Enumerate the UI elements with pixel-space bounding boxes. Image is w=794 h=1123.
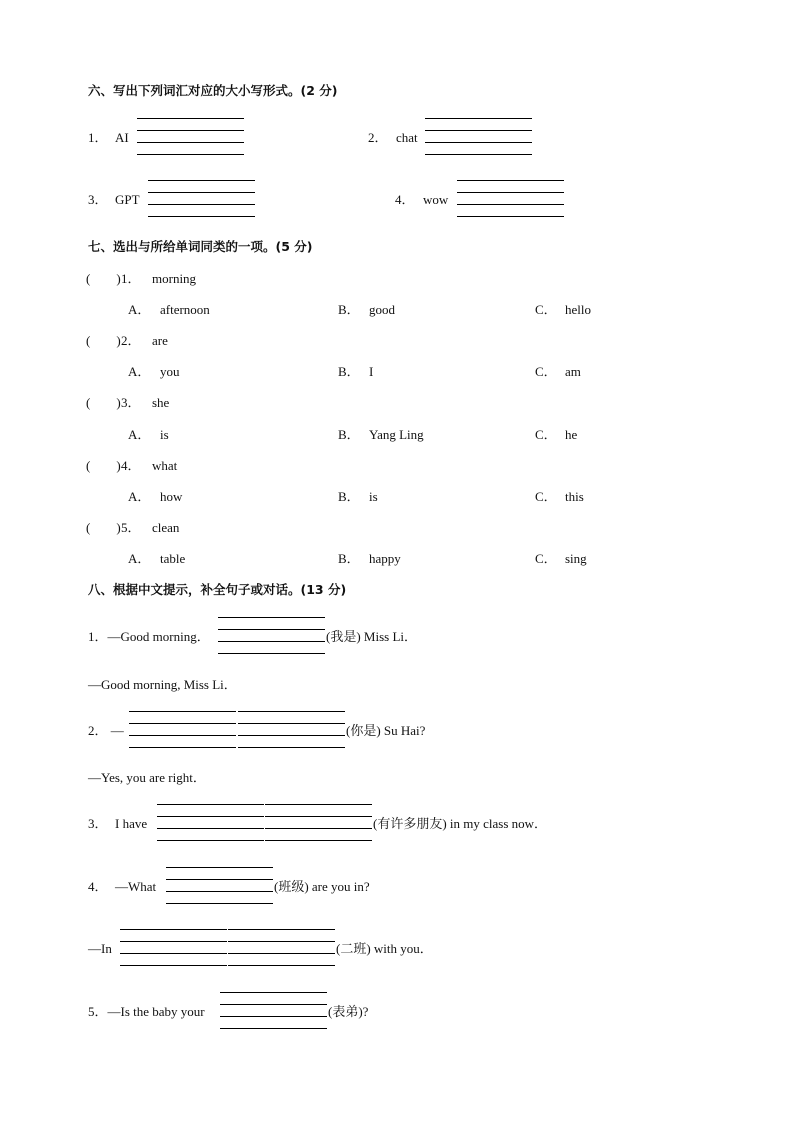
q8-4-reply-line-a3[interactable] [120, 953, 227, 954]
q8-3-line-a3[interactable] [157, 828, 264, 829]
q8-4-hint: (班级) are you in? [274, 879, 370, 894]
q8-2-line-a2[interactable] [129, 723, 236, 724]
q8-1-prompt: 1．—Good morning． [88, 629, 210, 644]
q8-4-reply-line-b3[interactable] [228, 953, 335, 954]
q7-1-answer-blank[interactable]: ( ) [86, 271, 121, 286]
q7-5-option-c: sing [565, 551, 587, 566]
q7-5-label-b: B． [338, 551, 360, 566]
q8-4-line-4[interactable] [166, 903, 273, 904]
q6-3-line-2[interactable] [148, 192, 255, 193]
q8-3-line-a1[interactable] [157, 804, 264, 805]
q7-3-number: 3． [121, 395, 141, 410]
q6-2-line-4[interactable] [425, 154, 532, 155]
q8-4-reply-prompt: —In [88, 941, 112, 956]
q7-1-label-a: A． [128, 302, 151, 317]
q7-3-label-a: A． [128, 427, 151, 442]
q6-2-line-2[interactable] [425, 130, 532, 131]
q6-4-number: 4． [395, 192, 415, 207]
q6-3-word: GPT [115, 192, 140, 207]
q7-2-word: are [152, 333, 168, 348]
q7-1-label-b: B． [338, 302, 360, 317]
q7-5-label-a: A． [128, 551, 151, 566]
q7-4-number: 4． [121, 458, 141, 473]
q7-4-option-c: this [565, 489, 584, 504]
q7-3-label-c: C． [535, 427, 557, 442]
q8-3-prompt: I have [115, 816, 148, 831]
q7-4-answer-blank[interactable]: ( ) [86, 458, 121, 473]
q7-2-option-c: am [565, 364, 581, 379]
q8-2-prompt: 2． — [88, 723, 124, 738]
q7-3-option-b: Yang Ling [369, 427, 424, 442]
q7-5-option-a: table [160, 551, 186, 566]
q6-4-line-1[interactable] [457, 180, 564, 181]
q7-1-word: morning [152, 271, 197, 286]
q6-1-line-1[interactable] [137, 118, 244, 119]
q8-4-prompt: —What [115, 879, 157, 894]
q8-5-line-4[interactable] [220, 1028, 327, 1029]
q8-4-reply-line-a4[interactable] [120, 965, 227, 966]
q8-5-prompt: 5．—Is the baby your [88, 1004, 205, 1019]
q8-3-line-b3[interactable] [265, 828, 372, 829]
q6-1-line-4[interactable] [137, 154, 244, 155]
q8-3-line-b1[interactable] [265, 804, 372, 805]
q8-4-reply-line-b1[interactable] [228, 929, 335, 930]
q8-4-number: 4． [88, 879, 108, 894]
q6-1-number: 1． [88, 130, 108, 145]
section-6-title: 六、写出下列词汇对应的大小写形式。(2 分) [88, 83, 338, 98]
q6-1-word: AI [115, 130, 129, 145]
q7-1-option-c: hello [565, 302, 591, 317]
q7-5-label-c: C． [535, 551, 557, 566]
q7-3-word: she [152, 395, 170, 410]
q7-4-label-c: C． [535, 489, 557, 504]
q8-2-hint: (你是) Su Hai? [346, 723, 426, 738]
q8-1-hint: (我是) Miss Li． [326, 629, 418, 644]
q8-1-line-1[interactable] [218, 617, 325, 618]
q6-3-line-1[interactable] [148, 180, 255, 181]
q8-1-reply: —Good morning, Miss Li． [88, 677, 237, 692]
q8-4-reply-hint: (二班) with you． [336, 941, 433, 956]
q7-4-label-a: A． [128, 489, 151, 504]
q6-1-line-3[interactable] [137, 142, 244, 143]
q8-5-line-1[interactable] [220, 992, 327, 993]
q6-1-line-2[interactable] [137, 130, 244, 131]
q7-1-option-b: good [369, 302, 395, 317]
q7-1-option-a: afternoon [160, 302, 210, 317]
q8-1-line-3[interactable] [218, 641, 325, 642]
q7-3-answer-blank[interactable]: ( ) [86, 395, 121, 410]
q8-4-reply-line-a2[interactable] [120, 941, 227, 942]
q6-2-word: chat [396, 130, 418, 145]
q8-3-hint: (有许多朋友) in my class now． [373, 816, 548, 831]
q6-2-line-3[interactable] [425, 142, 532, 143]
q8-3-line-b4[interactable] [265, 840, 372, 841]
q8-4-reply-line-b4[interactable] [228, 965, 335, 966]
q6-2-number: 2． [368, 130, 388, 145]
section-7-title: 七、选出与所给单词同类的一项。(5 分) [88, 239, 313, 254]
q7-2-label-c: C． [535, 364, 557, 379]
q7-2-answer-blank[interactable]: ( ) [86, 333, 121, 348]
q7-2-option-b: I [369, 364, 374, 379]
q7-5-option-b: happy [369, 551, 401, 566]
q7-2-label-b: B． [338, 364, 360, 379]
q8-2-reply: —Yes, you are right． [88, 770, 206, 785]
q7-5-number: 5． [121, 520, 141, 535]
q7-3-option-c: he [565, 427, 578, 442]
q8-2-line-a4[interactable] [129, 747, 236, 748]
q6-4-line-4[interactable] [457, 216, 564, 217]
q6-2-line-1[interactable] [425, 118, 532, 119]
q7-4-option-b: is [369, 489, 378, 504]
q6-4-line-3[interactable] [457, 204, 564, 205]
q8-3-line-a4[interactable] [157, 840, 264, 841]
q8-5-hint: (表弟)? [328, 1004, 369, 1019]
q6-4-word: wow [423, 192, 449, 207]
q7-5-answer-blank[interactable]: ( ) [86, 520, 121, 535]
q6-3-line-3[interactable] [148, 204, 255, 205]
q7-4-word: what [152, 458, 178, 473]
q7-3-option-a: is [160, 427, 169, 442]
q7-1-number: 1． [121, 271, 141, 286]
q8-4-line-1[interactable] [166, 867, 273, 868]
q7-2-number: 2． [121, 333, 141, 348]
q8-5-line-2[interactable] [220, 1004, 327, 1005]
q8-2-line-a3[interactable] [129, 735, 236, 736]
q8-3-line-a2[interactable] [157, 816, 264, 817]
q7-1-label-c: C． [535, 302, 557, 317]
q8-1-line-4[interactable] [218, 653, 325, 654]
q7-3-label-b: B． [338, 427, 360, 442]
q8-2-line-b3[interactable] [238, 735, 345, 736]
q8-1-line-2[interactable] [218, 629, 325, 630]
q8-3-line-b2[interactable] [265, 816, 372, 817]
q8-2-line-a1[interactable] [129, 711, 236, 712]
section-8-title: 八、根据中文提示，补全句子或对话。(13 分) [88, 582, 347, 597]
q8-4-line-3[interactable] [166, 891, 273, 892]
q8-4-line-2[interactable] [166, 879, 273, 880]
q6-3-line-4[interactable] [148, 216, 255, 217]
q6-4-line-2[interactable] [457, 192, 564, 193]
q6-3-number: 3． [88, 192, 108, 207]
q8-4-reply-line-b2[interactable] [228, 941, 335, 942]
q8-2-line-b2[interactable] [238, 723, 345, 724]
q7-2-option-a: you [160, 364, 180, 379]
q7-4-label-b: B． [338, 489, 360, 504]
q8-2-line-b4[interactable] [238, 747, 345, 748]
q7-2-label-a: A． [128, 364, 151, 379]
q8-4-reply-line-a1[interactable] [120, 929, 227, 930]
q8-2-line-b1[interactable] [238, 711, 345, 712]
q7-5-word: clean [152, 520, 180, 535]
q8-5-line-3[interactable] [220, 1016, 327, 1017]
q7-4-option-a: how [160, 489, 183, 504]
q8-3-number: 3． [88, 816, 108, 831]
